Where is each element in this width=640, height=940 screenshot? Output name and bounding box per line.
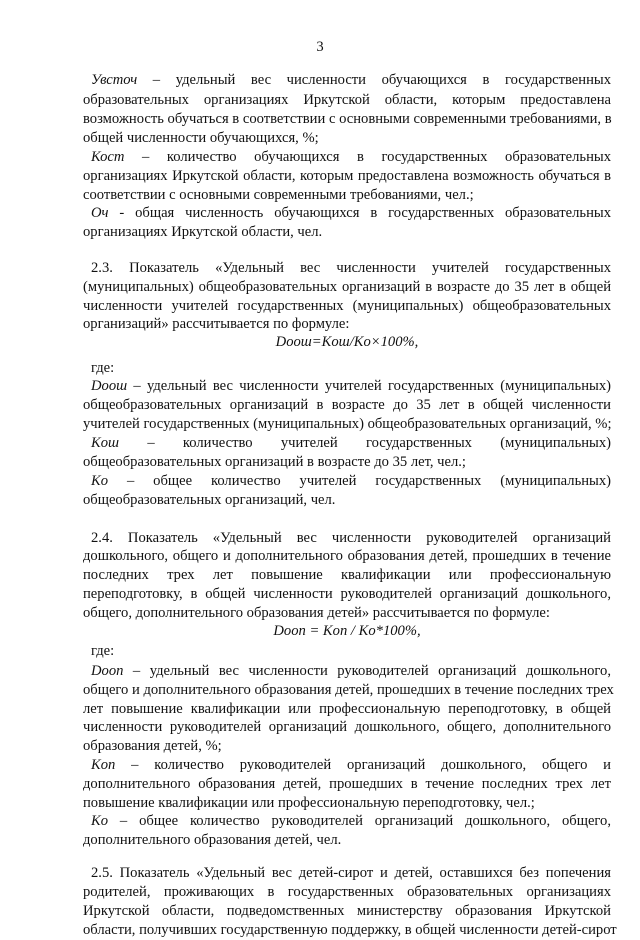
text-line: лет повышение квалификации или профессиональную переподготовку, в общей: [83, 701, 611, 717]
text-line: общего, дополнительного образования детей» рассчитывается по формуле:: [83, 605, 550, 621]
text-line: последних трех лет повышение квалификации или профессиональную: [83, 567, 611, 583]
text-line: общеобразовательных организаций, чел.: [83, 492, 336, 508]
text-line: общеобразовательных организаций в возрасте до 35 лет, чел.;: [83, 454, 466, 470]
text-line: Kо – общее количество учителей государственных (муниципальных): [91, 473, 611, 489]
text-line: соответствии с основными современными требованиями, чел.;: [83, 187, 474, 203]
text-line: организациях Иркутской области, которым предоставлена возможность обучаться в: [83, 168, 611, 184]
text-line: дополнительного образования детей, прошедших в течение последних трех лет: [83, 776, 611, 792]
text-line: родителей, проживающих в государственных образовательных организациях: [83, 884, 611, 900]
text-line: Kо – общее количество руководителей организаций дошкольного, общего,: [91, 813, 611, 829]
text-line: организациях Иркутской области, чел.: [83, 224, 323, 240]
text-line: общей численности обучающихся, %;: [83, 130, 319, 146]
text-line: образовательных организациях Иркутской области, которым предоставлена: [83, 92, 611, 108]
formula: Dоoп = Kоп / Kо*100%,: [273, 623, 421, 639]
text-line: образования детей, %;: [83, 738, 222, 754]
text-line: где:: [91, 643, 115, 659]
text-line: Dоош – удельный вес численности учителей государственных (муниципальных): [91, 378, 611, 394]
text-line: дошкольного, общего и дополнительного образования детей, прошедших в течение: [83, 548, 611, 564]
text-line: Увсточ – удельный вес численности обучающихся в государственных: [91, 72, 611, 88]
text-line: общего и дополнительного образования детей, прошедших в течение последних трех: [83, 682, 614, 698]
text-line: численности учителей государственных (муниципальных) общеобразовательных: [83, 298, 611, 314]
text-line: (муниципальных) общеобразовательных организаций в возрасте до 35 лет в общей: [83, 279, 611, 295]
text-line: Иркутской области, подведомственных министерству образования Иркутской: [83, 903, 611, 919]
section-heading: 2.3. Показатель «Удельный вес численности учителей государственных: [91, 260, 611, 276]
text-line: повышение квалификации или профессиональную переподготовку, чел.;: [83, 795, 535, 811]
section-heading: 2.4. Показатель «Удельный вес численности руководителей организаций: [91, 530, 611, 546]
text-line: Dоoп – удельный вес численности руководителей организаций дошкольного,: [91, 663, 611, 679]
text-line: учителей государственных (муниципальных) общеобразовательных организаций, %;: [83, 416, 612, 432]
text-line: дополнительного образования детей, чел.: [83, 832, 342, 848]
text-line: области, получивших государственную поддержку, в общей численности детей-сирот: [83, 922, 617, 938]
text-line: численности руководителей организаций дошкольного, общего, дополнительного: [83, 719, 611, 735]
text-line: Оч - общая численность обучающихся в государственных образовательных: [91, 205, 611, 221]
text-line: организаций» рассчитывается по формуле:: [83, 316, 350, 332]
section-heading: 2.5. Показатель «Удельный вес детей-сирот и детей, оставшихся без попечения: [91, 865, 611, 881]
formula: Dоош=Kош/Kо×100%,: [275, 334, 419, 350]
text-line: возможность обучаться в соответствии с основными современными требованиями, в: [83, 111, 612, 127]
text-line: Кост – количество обучающихся в государственных образовательных: [91, 149, 611, 165]
text-line: общеобразовательных организаций в возрасте до 35 лет в общей численности: [83, 397, 611, 413]
text-line: где:: [91, 360, 115, 376]
page-number: 3: [316, 39, 324, 55]
text-line: Kоп – количество руководителей организаций дошкольного, общего и: [91, 757, 611, 773]
text-line: Kош – количество учителей государственных (муниципальных): [91, 435, 611, 451]
text-line: переподготовку, в общей численности руководителей организаций дошкольного,: [83, 586, 611, 602]
